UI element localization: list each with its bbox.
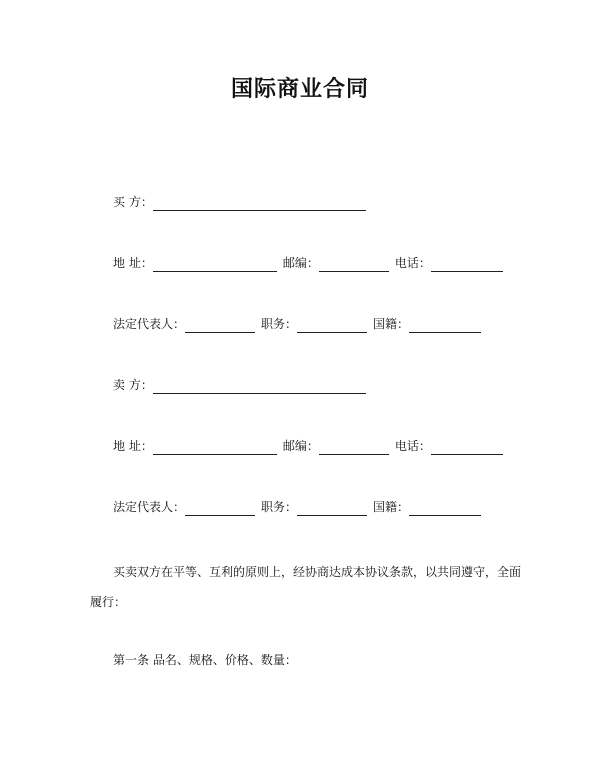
seller-position-blank[interactable] (297, 503, 367, 516)
seller-phone-label: 电话： (394, 439, 431, 453)
article-1-heading: 第一条 品名、规格、价格、数量： (113, 653, 297, 667)
buyer-position-blank[interactable] (297, 320, 367, 333)
buyer-nationality-blank[interactable] (409, 320, 481, 333)
seller-label: 卖 方： (113, 378, 153, 392)
buyer-rep-line (113, 315, 487, 333)
seller-postcode-blank[interactable] (319, 442, 389, 455)
buyer-address-line (113, 254, 509, 272)
preamble-line-1: 买卖双方在平等、互利的原则上，经协商达成本协议条款，以共同遵守，全面 (113, 565, 522, 579)
seller-phone-blank[interactable] (431, 442, 503, 455)
buyer-phone-blank[interactable] (431, 259, 503, 272)
document-title: 国际商业合同 (230, 77, 369, 102)
seller-nationality-label: 国籍： (373, 500, 410, 514)
buyer-address-label: 地 址： (113, 256, 153, 270)
buyer-address-blank[interactable] (153, 259, 277, 272)
preamble-line-2: 履行： (90, 595, 127, 609)
buyer-nationality-label: 国籍： (373, 317, 410, 331)
seller-name-blank[interactable] (153, 381, 366, 394)
buyer-position-label: 职务： (261, 317, 298, 331)
seller-position-label: 职务： (261, 500, 298, 514)
buyer-rep-blank[interactable] (185, 320, 255, 333)
seller-postcode-label: 邮编： (282, 439, 319, 453)
seller-rep-blank[interactable] (185, 503, 255, 516)
buyer-line (113, 193, 372, 211)
buyer-phone-label: 电话： (394, 256, 431, 270)
buyer-postcode-label: 邮编： (282, 256, 319, 270)
seller-rep-line (113, 498, 487, 516)
seller-line (113, 376, 372, 394)
seller-rep-label: 法定代表人： (113, 500, 186, 514)
buyer-rep-label: 法定代表人： (113, 317, 186, 331)
seller-address-line (113, 437, 509, 455)
preamble (113, 556, 553, 589)
seller-address-blank[interactable] (153, 442, 277, 455)
seller-nationality-blank[interactable] (409, 503, 481, 516)
seller-address-label: 地 址： (113, 439, 153, 453)
buyer-label: 买 方： (113, 195, 153, 209)
buyer-postcode-blank[interactable] (319, 259, 389, 272)
buyer-name-blank[interactable] (153, 198, 366, 211)
